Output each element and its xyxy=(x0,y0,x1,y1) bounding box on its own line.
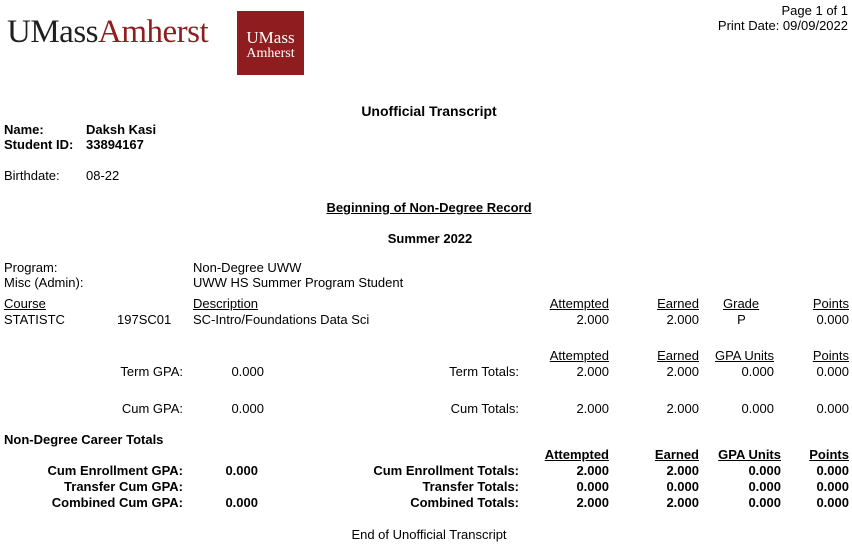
birthdate-label: Birthdate: xyxy=(4,168,60,183)
career-points: 0.000 xyxy=(816,479,849,494)
career-points: 0.000 xyxy=(816,495,849,510)
term-gpa-label: Term GPA: xyxy=(120,364,183,379)
career-totals-label: Cum Enrollment Totals: xyxy=(373,463,519,478)
course-attempted: 2.000 xyxy=(576,312,609,327)
end-of-transcript: End of Unofficial Transcript xyxy=(351,527,507,542)
term-totals-points: 0.000 xyxy=(816,364,849,379)
col-header-grade: Grade xyxy=(723,296,760,311)
cum-totals-earned: 2.000 xyxy=(666,401,699,416)
col-header-points: Points xyxy=(812,296,849,311)
seal-line2: Amherst xyxy=(246,46,295,61)
term-totals-gpa-units: 0.000 xyxy=(741,364,774,379)
career-earned: 0.000 xyxy=(666,479,699,494)
col-header-earned: Earned xyxy=(657,296,699,311)
career-points: 0.000 xyxy=(816,463,849,478)
term-header-attempted: Attempted xyxy=(549,348,609,363)
wordmark-umass: UMass xyxy=(7,14,99,50)
career-totals-label: Combined Totals: xyxy=(410,495,519,510)
col-header-description: Description xyxy=(193,296,259,311)
course-subject: STATISTC xyxy=(4,312,65,327)
cum-gpa-value: 0.000 xyxy=(231,401,264,416)
course-description: SC-Intro/Foundations Data Sci xyxy=(193,312,370,327)
course-points: 0.000 xyxy=(816,312,849,327)
career-earned: 2.000 xyxy=(666,463,699,478)
term-totals-label: Term Totals: xyxy=(449,364,519,379)
record-heading: Beginning of Non-Degree Record xyxy=(326,200,532,215)
course-earned: 2.000 xyxy=(666,312,699,327)
career-gpa-value: 0.000 xyxy=(225,495,258,510)
program-value: Non-Degree UWW xyxy=(193,260,302,275)
page-title: Unofficial Transcript xyxy=(361,103,497,119)
career-header-earned: Earned xyxy=(654,447,699,462)
career-header-gpa-units: GPA Units xyxy=(718,447,781,462)
col-header-course: Course xyxy=(4,296,46,311)
term-totals-earned: 2.000 xyxy=(666,364,699,379)
wordmark-amherst: Amherst xyxy=(98,14,209,50)
career-header-attempted: Attempted xyxy=(544,447,609,462)
course-grade: P xyxy=(737,312,746,327)
col-header-attempted: Attempted xyxy=(549,296,609,311)
career-gpa-units: 0.000 xyxy=(748,463,781,478)
career-gpa-label: Transfer Cum GPA: xyxy=(64,479,183,494)
course-number: 197SC01 xyxy=(117,312,172,327)
career-gpa-units: 0.000 xyxy=(748,495,781,510)
umass-seal-logo xyxy=(237,11,304,75)
term-gpa-value: 0.000 xyxy=(231,364,264,379)
term-name: Summer 2022 xyxy=(387,231,473,246)
name-label: Name: xyxy=(4,122,44,137)
student-id-label: Student ID: xyxy=(4,137,74,152)
student-name: Daksh Kasi xyxy=(86,122,157,137)
umass-amherst-wordmark xyxy=(7,14,208,50)
cum-totals-points: 0.000 xyxy=(816,401,849,416)
term-header-gpa-units: GPA Units xyxy=(714,348,774,363)
career-earned: 2.000 xyxy=(666,495,699,510)
career-totals-label: Transfer Totals: xyxy=(422,479,519,494)
cum-totals-attempted: 2.000 xyxy=(576,401,609,416)
student-id: 33894167 xyxy=(86,137,144,152)
page-number: Page 1 of 1 xyxy=(781,3,848,18)
career-header-points: Points xyxy=(809,447,849,462)
career-gpa-label: Cum Enrollment GPA: xyxy=(47,463,183,478)
cum-totals-label: Cum Totals: xyxy=(450,401,519,416)
seal-line1: UMass xyxy=(246,28,295,47)
cum-totals-gpa-units: 0.000 xyxy=(741,401,774,416)
term-totals-attempted: 2.000 xyxy=(576,364,609,379)
career-totals-heading: Non-Degree Career Totals xyxy=(4,432,164,447)
career-gpa-units: 0.000 xyxy=(748,479,781,494)
misc-label: Misc (Admin): xyxy=(4,275,84,290)
career-gpa-value: 0.000 xyxy=(225,463,258,478)
print-date: Print Date: 09/09/2022 xyxy=(717,18,848,33)
term-header-points: Points xyxy=(812,348,849,363)
career-attempted: 0.000 xyxy=(576,479,609,494)
cum-gpa-label: Cum GPA: xyxy=(121,401,183,416)
career-gpa-label: Combined Cum GPA: xyxy=(51,495,183,510)
birthdate-value: 08-22 xyxy=(86,168,120,183)
misc-value: UWW HS Summer Program Student xyxy=(193,275,404,290)
career-attempted: 2.000 xyxy=(576,463,609,478)
career-attempted: 2.000 xyxy=(576,495,609,510)
term-header-earned: Earned xyxy=(657,348,699,363)
program-label: Program: xyxy=(4,260,58,275)
